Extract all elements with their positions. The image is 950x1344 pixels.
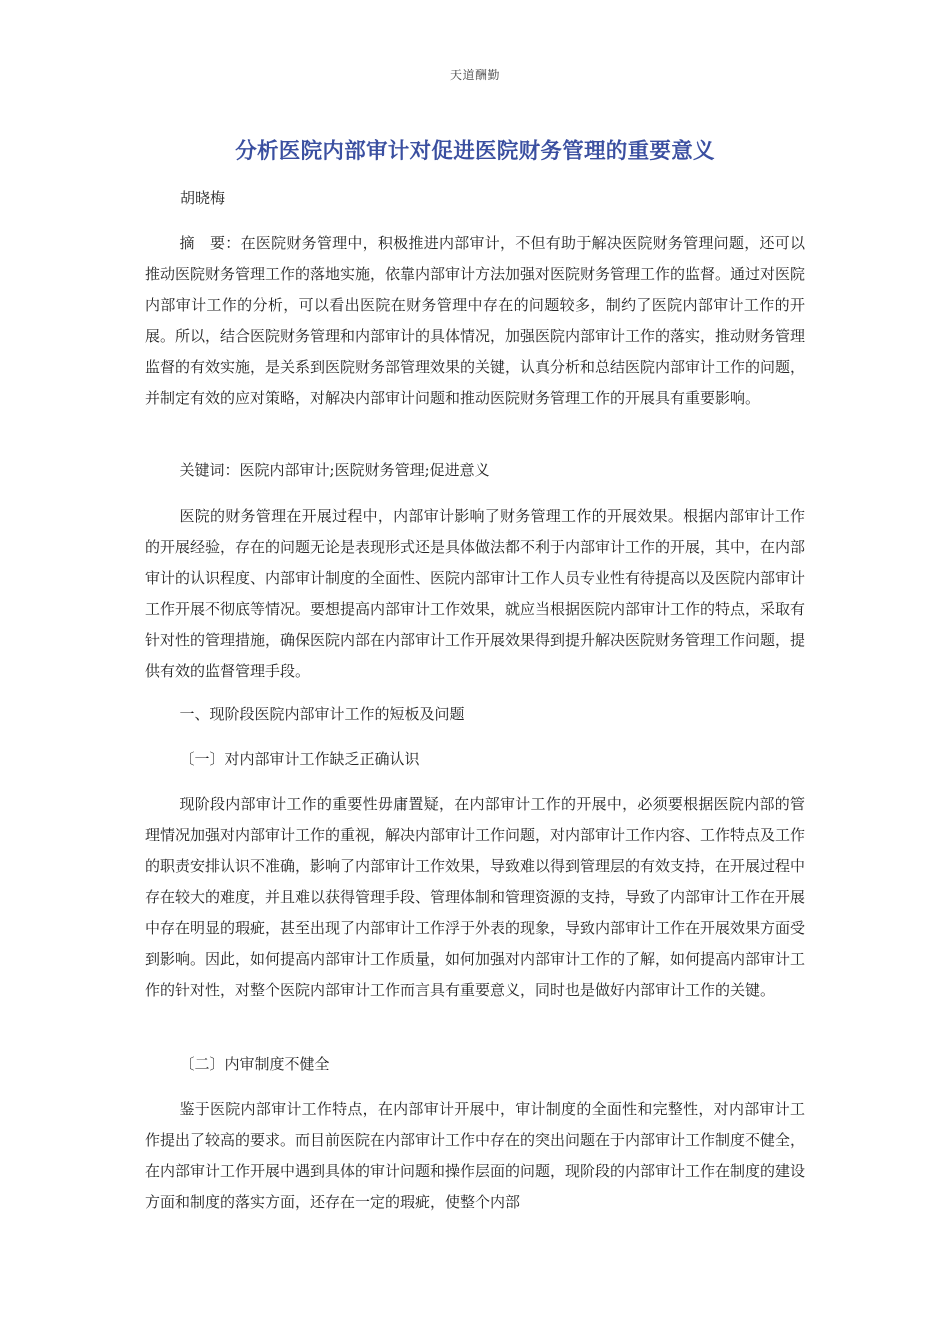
subsection-paragraph-1: 现阶段内部审计工作的重要性毋庸置疑，在内部审计工作的开展中，必须要根据医院内部的管理情况加强对内部审计工作的重视，解决内部审计工作问题，对内部审计工作内容、工作特点及工作的职责安排认识不准确，影响了内部审计工作效果，导致难以得到管理层的有效支持，在开展过程中存在较大的难度，并且难以获得管理手段、管理体制和管理资源的支持，导致了内部审计工作在开展中存在明显的瑕疵，甚至出现了内部审计工作浮于外表的现象，导致内部审计工作在开展效果方面受到影响。因此，如何提高内部审计工作质量，如何加强对内部审计工作的了解，如何提高内部审计工作的针对性，对整个医院内部审计工作而言具有重要意义，同时也是做好内部审计工作的关键。 bbox=[145, 795, 806, 999]
article-title: 分析医院内部审计对促进医院财务管理的重要意义 bbox=[235, 139, 715, 164]
section-heading: 一、现阶段医院内部审计工作的短板及问题 bbox=[179, 705, 465, 723]
keywords-line bbox=[145, 455, 805, 486]
page-header: 天道酬勤 bbox=[449, 68, 500, 82]
intro-paragraph: 医院的财务管理在开展过程中，内部审计影响了财务管理工作的开展效果。根据内部审计工作的开展经验，存在的问题无论是表现形式还是具体做法都不利于内部审计工作的开展，其中，在内部审计的认识程度、内部审计制度的全面性、医院内部审计工作人员专业性有待提高以及医院内部审计工作开展不彻底等情况。要想提高内部审计工作效果，就应当根据医院内部审计工作的特点，采取有针对性的管理措施，确保医院内部在内部审计工作开展效果得到提升解决医院财务管理工作问题，提供有效的监督管理手段。 bbox=[145, 507, 806, 680]
keywords-text: 医院内部审计;医院财务管理;促进意义 bbox=[239, 461, 490, 479]
abstract-paragraph bbox=[145, 228, 805, 414]
article-author: 胡晓梅 bbox=[180, 189, 226, 207]
subsection-paragraph-2: 鉴于医院内部审计工作特点，在内部审计开展中，审计制度的全面性和完整性，对内部审计工作提出了较高的要求。而目前医院在内部审计工作中存在的突出问题在于内部审计工作制度不健全，在内部审计工作开展中遇到具体的审计问题和操作层面的问题，现阶段的内部审计工作在制度的建设方面和制度的落实方面，还存在一定的瑕疵，使整个内部 bbox=[145, 1100, 806, 1211]
subsection-heading-1: 〔一〕对内部审计工作缺乏正确认识 bbox=[179, 750, 420, 768]
subsection-heading-2: 〔二〕内审制度不健全 bbox=[179, 1055, 330, 1073]
abstract-label: 摘 要： bbox=[179, 234, 241, 252]
abstract-text: 在医院财务管理中，积极推进内部审计，不但有助于解决医院财务管理问题，还可以推动医院财务管理工作的落地实施，依靠内部审计方法加强对医院财务管理工作的监督。通过对医院内部审计工作的分析，可以看出医院在财务管理中存在的问题较多，制约了医院内部审计工作的开展。所以，结合医院财务管理和内部审计的具体情况，加强医院内部审计工作的落实，推动财务管理监督的有效实施，是关系到医院财务部管理效果的关键，认真分析和总结医院内部审计工作的问题，并制定有效的应对策略，对解决内部审计问题和推动医院财务管理工作的开展具有重要影响。 bbox=[145, 234, 806, 407]
keywords-label: 关键词： bbox=[179, 461, 240, 479]
